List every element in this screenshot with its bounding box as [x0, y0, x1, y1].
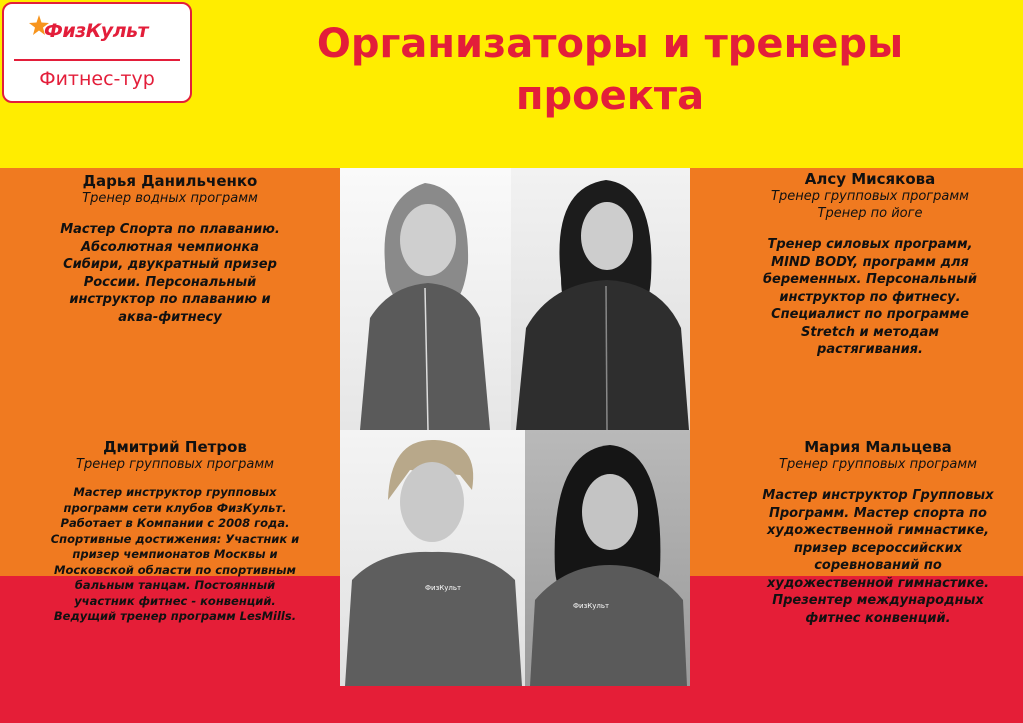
logo-divider	[14, 59, 180, 61]
trainer-role: Тренер водных программ	[82, 191, 258, 206]
trainer-photo-daria	[340, 168, 511, 430]
fizkult-logo	[2, 2, 192, 103]
trainer-role: Тренер по йоге	[817, 206, 923, 221]
svg-text:ФизКульт: ФизКульт	[425, 584, 462, 592]
trainer-photo-maria	[525, 430, 690, 686]
trainer-description: Мастер инструктор групповых программ сети клубов ФизКульт. Работает в Компании с 2008 года. Спортивные достижения: Участник и призер чемпионатов Москвы и Московской области по спортивным бальным танцам. Постоянный участник фитнес - конвенций. Ведущий тренер программ LesMills.	[50, 485, 300, 623]
trainer-role: Тренер групповых программ	[779, 457, 977, 472]
trainer-description: Мастер инструктор Групповых Программ. Мастер спорта по художественной гимнастике, призер всероссийских соревнований по художественной гимнастике. Презентер международных фитнес конвенций.	[762, 488, 994, 626]
trainer-role: Тренер групповых программ	[76, 457, 274, 472]
trainer-description: Тренер силовых программ, MIND BODY, программ для беременных. Персональный инструктор по фитнесу. Специалист по программе Stretch и методам растягивания.	[762, 237, 977, 357]
logo-subtitle: Фитнес-тур	[39, 68, 155, 90]
trainer-card-dmitry	[50, 438, 300, 625]
svg-text:ФизКульт: ФизКульт	[573, 602, 610, 610]
trainer-name: Дмитрий Петров	[103, 438, 247, 456]
page-title: Организаторы и тренеры проекта	[316, 21, 904, 119]
trainer-card-maria	[758, 438, 998, 627]
trainer-description: Мастер Спорта по плаванию. Абсолютная чемпионка Сибири, двукратный призер России. Персональный инструктор по плаванию и аква-фитнесу	[60, 222, 280, 325]
trainer-name: Алсу Мисякова	[804, 170, 936, 188]
logo-brand: ФизКульт	[44, 20, 149, 42]
trainer-photo-alsu	[511, 168, 690, 430]
trainer-name: Дарья Данильченко	[82, 172, 258, 190]
trainer-card-alsu	[748, 170, 992, 359]
trainer-name: Мария Мальцева	[804, 438, 952, 456]
trainer-role: Тренер групповых программ	[771, 189, 969, 204]
trainer-photo-dmitry	[340, 430, 525, 686]
trainer-card-daria	[60, 172, 280, 326]
